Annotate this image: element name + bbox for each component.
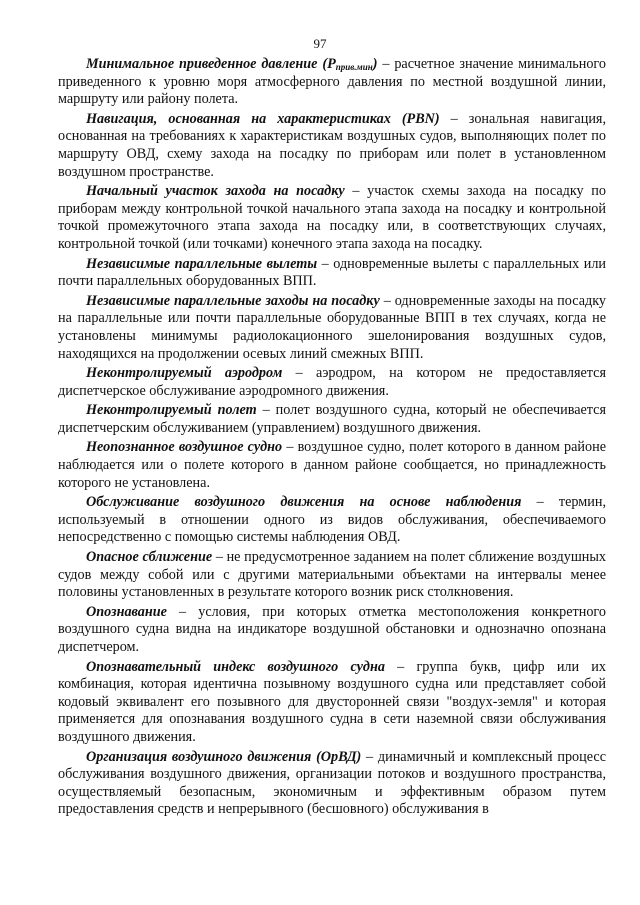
glossary-entry xyxy=(58,56,606,109)
definition: – одновременные заходы на посадку на параллельные или почти параллельные оборудованные ВПП в тех случаях, когда не установлены минимумы радиолокационного эшелонирования воздушных судов, находящихся на продолжении осевых линий смежных ВПП. xyxy=(58,292,606,362)
definition: – динамичный и комплексный процесс обслуживания воздушного движения, организации потоков и воздушного пространства, осуществляемый безопасным, экономичным и эффективным образом путем предоставления средств и непрерывного (бесшовного) обслуживания в xyxy=(58,748,606,818)
term: Опознавание xyxy=(86,603,167,620)
glossary-entry xyxy=(58,494,606,547)
definition: – условия, при которых отметка местоположения конкретного воздушного судна видна на индикаторе воздушной обстановки и однозначно опознана диспетчером. xyxy=(58,603,606,655)
term xyxy=(86,56,377,72)
definition: – участок схемы захода на посадку по приборам между контрольной точкой начального этапа захода на посадку и контрольной точкой промежуточного этапа захода на посадку или, в соответствующих случаях, контрольной точкой (или точками) конечного этапа захода на посадку. xyxy=(58,183,606,252)
glossary-entry xyxy=(58,183,606,253)
glossary-entry xyxy=(58,659,606,747)
definition: – расчетное значение минимального приведенного к уровню моря атмосферного давления по местной воздушной линии, маршруту или району полета. xyxy=(58,56,606,108)
term: Опознавательный индекс воздушного судна xyxy=(86,658,385,675)
definition: – термин, используемый в отношении одного из видов обслуживания, обеспечиваемого непосредственно с помощью системы наблюдения ОВД. xyxy=(58,494,606,546)
term-text: Минимальное приведенное давление (P xyxy=(86,56,336,72)
glossary-entry xyxy=(58,749,606,819)
glossary-entry xyxy=(58,111,606,181)
definition: – зональная навигация, основанная на требованиях к характеристикам воздушных судов, выполняющих полет по маршруту ОВД, схему захода на посадку по приборам или полет в установленном воздушном пространстве. xyxy=(58,110,606,180)
glossary-entry xyxy=(58,256,606,291)
definition: – группа букв, цифр или их комбинация, которая идентична позывному воздушного судна или представляет собой кодовый эквивалент его позывного для двусторонней связи "воздух-земля" и которая применяется для опознавания воздушного судна в сети наземной связи обслуживания воздушного движения. xyxy=(58,658,606,745)
term: Неопознанное воздушное судно xyxy=(86,439,283,456)
term: Навигация, основанная на характеристиках (PBN) xyxy=(86,110,440,127)
term-text-end: ) xyxy=(372,56,378,72)
term: Опасное сближение xyxy=(86,549,213,566)
glossary-body xyxy=(58,56,606,821)
glossary-entry xyxy=(58,402,606,437)
term: Независимые параллельные заходы на посадку xyxy=(86,292,380,309)
term: Организация воздушного движения (ОрВД) xyxy=(86,748,362,765)
page-number: 97 xyxy=(313,36,327,51)
glossary-entry xyxy=(58,604,606,657)
definition: – полет воздушного судна, который не обеспечивается диспетчерским обслуживанием (управлением) воздушного движения. xyxy=(58,402,606,436)
glossary-entry xyxy=(58,293,606,363)
definition: – воздушное судно, полет которого в данном районе наблюдается или о полете которого в данном районе сообщается, но принадлежность которого не установлена. xyxy=(58,439,606,491)
glossary-entry xyxy=(58,365,606,400)
definition: – аэродром, на котором не предоставляется диспетчерское обслуживание аэродромного движения. xyxy=(58,365,606,399)
term: Начальный участок захода на посадку xyxy=(86,183,345,200)
definition: – одновременные вылеты с параллельных или почти параллельных оборудованных ВПП. xyxy=(58,255,606,290)
glossary-entry xyxy=(58,439,606,492)
term: Неконтролируемый аэродром xyxy=(86,365,283,382)
term: Обслуживание воздушного движения на основе наблюдения xyxy=(86,494,522,511)
term-subscript: прив.мин xyxy=(335,62,373,72)
glossary-entry xyxy=(58,549,606,602)
definition: – не предусмотренное заданием на полет сближение воздушных судов между собой или с другими материальными объектами на интервалы менее половины установленных в результате которого возник риск столкновения. xyxy=(58,549,607,601)
term: Независимые параллельные вылеты xyxy=(86,255,318,272)
term: Неконтролируемый полет xyxy=(86,402,257,419)
